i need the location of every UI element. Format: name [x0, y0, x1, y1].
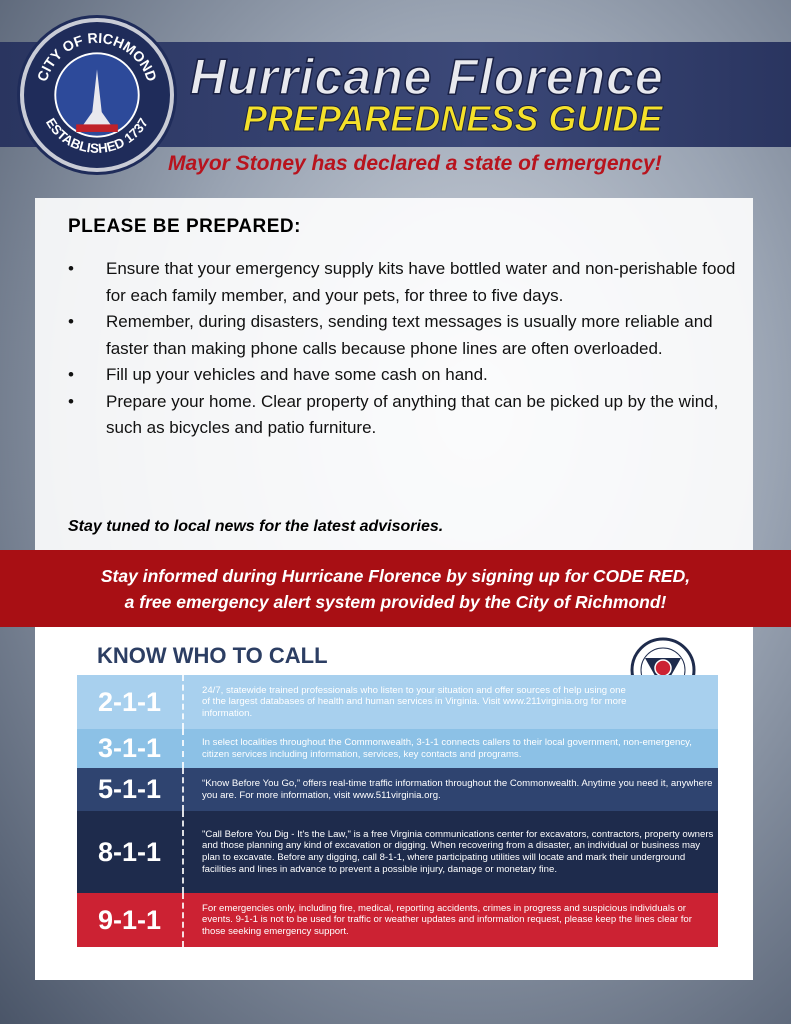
bullet: •	[68, 259, 74, 278]
bullet: •	[68, 391, 74, 411]
call-row-911	[77, 893, 718, 947]
list-item	[68, 362, 748, 389]
prepare-heading: PLEASE BE PREPARED:	[68, 216, 301, 237]
call-description: “Know Before You Go,” offers real-time traffic information throughout the Commonwealth. Anytime you need it, anywhere you are. For more information, visit www.511virginia.org.	[202, 777, 713, 801]
list-item-text: Prepare your home. Clear property of anything that can be picked up by the wind, such as bicycles and patio furniture.	[106, 391, 719, 437]
svg-text:ESTABLISHED 1737: ESTABLISHED 1737	[42, 115, 151, 156]
list-item	[68, 389, 748, 442]
call-description: For emergencies only, including fire, medical, reporting accidents, crimes in progress and suspicious individuals or events. 9-1-1 is not to be used for traffic or weather updates and information request, please keep the lines clear for those seeking emergency support.	[202, 902, 692, 937]
call-row-311	[77, 729, 718, 768]
call-table	[77, 675, 718, 947]
list-item-text: Fill up your vehicles and have some cash on hand.	[106, 365, 488, 384]
call-number: 2-1-1	[97, 686, 162, 717]
call-number: 8-1-1	[97, 836, 162, 867]
list-item-text: Ensure that your emergency supply kits have bottled water and non-perishable food for each family member, and your pets, for three to five days.	[106, 259, 736, 305]
know-who-to-call-card	[35, 627, 753, 980]
call-description: "Call Before You Dig - It's the Law," is a free Virginia communications center for excavators, contractors, property owners and those planning any kind of excavation or digging. When recovering from a disaster, an individual or business may plan to excavate. Before any digging, call 8-1-1, where participating utilities will locate and mark their underground facilities and lines in advance to prevent a possible injury, damage or monetary fine.	[202, 828, 714, 875]
banner-line-1: Stay informed during Hurricane Florence by signing up for CODE RED,	[100, 566, 691, 586]
call-row-211	[77, 675, 718, 729]
bullet: •	[68, 312, 74, 331]
title: Hurricane Florence	[190, 49, 664, 105]
list-item-text: Remember, during disasters, sending text messages is usually more reliable and faster than making phone calls because phone lines are often overloaded.	[106, 312, 713, 358]
call-description: In select localities throughout the Commonwealth, 3-1-1 connects callers to their local government, non-emergency, citizen services including information, services, key contacts and programs.	[202, 736, 692, 760]
call-row-511	[77, 768, 718, 811]
call-row-811	[77, 811, 718, 893]
emergency-declaration: Mayor Stoney has declared a state of emergency!	[168, 152, 662, 175]
subtitle: PREPAREDNESS GUIDE	[243, 98, 663, 139]
prepare-card	[35, 198, 753, 550]
bullet: •	[68, 365, 74, 384]
call-number: 9-1-1	[97, 904, 162, 935]
call-number: 3-1-1	[97, 733, 162, 763]
prepare-list	[68, 256, 748, 442]
advisory-note: Stay tuned to local news for the latest advisories.	[68, 518, 444, 535]
banner-line-2: a free emergency alert system provided by the City of Richmond!	[124, 592, 667, 612]
list-item	[68, 309, 748, 362]
svg-text:CITY OF RICHMOND: CITY OF RICHMOND	[34, 30, 160, 84]
code-red-banner	[0, 550, 791, 627]
list-item	[68, 256, 748, 309]
call-description: 24/7, statewide trained professionals who listen to your situation and offer sources of help using one of the largest databases of health and human services in Virginia. Visit www.211virginia.org for more information.	[202, 684, 627, 719]
call-number: 5-1-1	[97, 774, 162, 804]
calls-heading: KNOW WHO TO CALL	[97, 643, 328, 668]
city-seal-logo	[20, 18, 174, 172]
